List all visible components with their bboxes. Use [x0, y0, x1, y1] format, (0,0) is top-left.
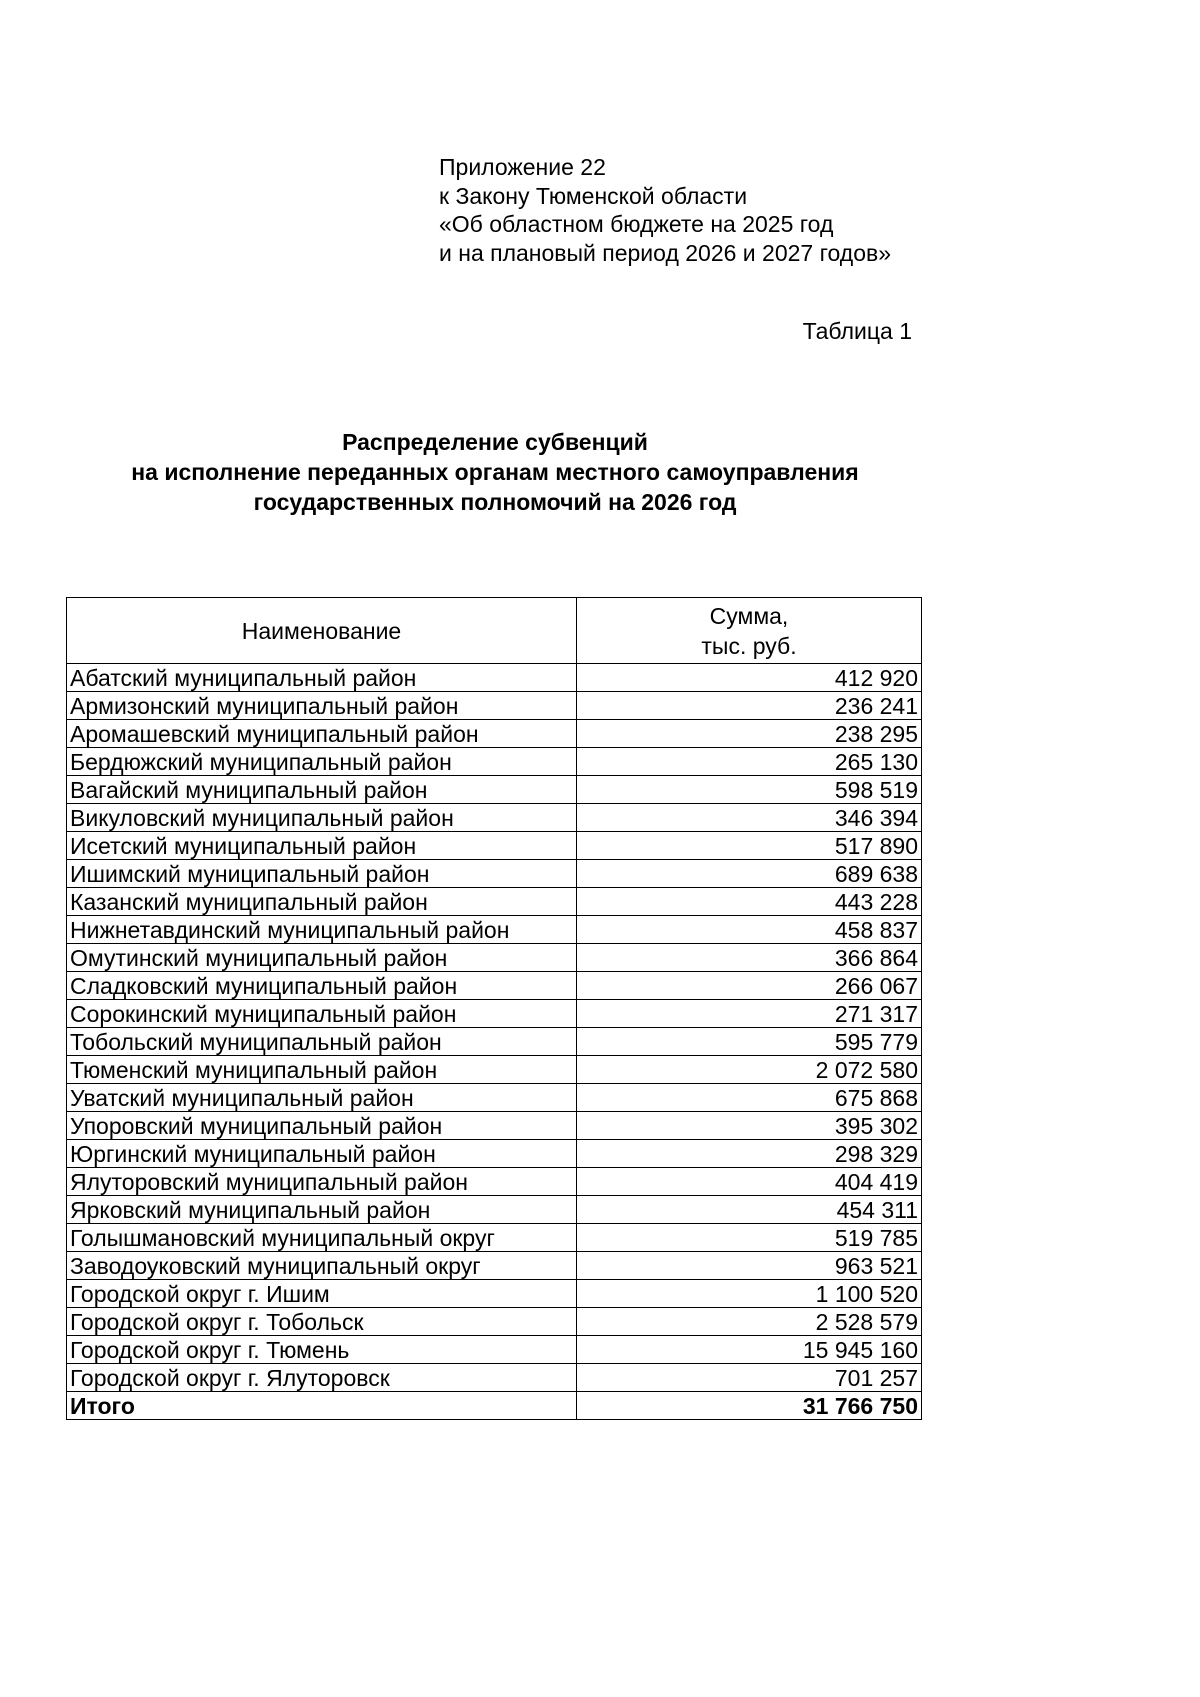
row-amount: 595 779 [577, 1028, 922, 1056]
row-amount: 598 519 [577, 776, 922, 804]
table-row [67, 1308, 922, 1336]
title-line: Распределение субвенций [342, 429, 648, 455]
row-amount: 519 785 [577, 1224, 922, 1252]
table-row [67, 944, 922, 972]
table-row [67, 1252, 922, 1280]
table-row [67, 692, 922, 720]
table-row [67, 1084, 922, 1112]
row-name: Заводоуковский муниципальный округ [67, 1252, 577, 1280]
row-name: Бердюжский муниципальный район [67, 748, 577, 776]
row-name: Казанский муниципальный район [67, 888, 577, 916]
total-amount: 31 766 750 [577, 1392, 922, 1420]
row-name: Вагайский муниципальный район [67, 776, 577, 804]
row-name: Исетский муниципальный район [67, 832, 577, 860]
row-name: Абатский муниципальный район [67, 664, 577, 692]
table-row [67, 804, 922, 832]
table-header-row [67, 598, 922, 664]
row-name: Ишимский муниципальный район [67, 860, 577, 888]
document-title [0, 427, 990, 517]
row-name: Голышмановский муниципальный округ [67, 1224, 577, 1252]
row-amount: 395 302 [577, 1112, 922, 1140]
row-amount: 2 072 580 [577, 1056, 922, 1084]
row-amount: 412 920 [577, 664, 922, 692]
row-amount: 454 311 [577, 1196, 922, 1224]
row-amount: 701 257 [577, 1364, 922, 1392]
table-row [67, 748, 922, 776]
row-name: Викуловский муниципальный район [67, 804, 577, 832]
row-amount: 675 868 [577, 1084, 922, 1112]
row-name: Нижнетавдинский муниципальный район [67, 916, 577, 944]
row-name: Ялуторовский муниципальный район [67, 1168, 577, 1196]
row-name: Упоровский муниципальный район [67, 1112, 577, 1140]
appendix-line: и на плановый период 2026 и 2027 годов» [439, 239, 891, 266]
row-name: Тюменский муниципальный район [67, 1056, 577, 1084]
title-line: государственных полномочий на 2026 год [253, 489, 737, 515]
table-row [67, 916, 922, 944]
appendix-line: к Закону Тюменской области [439, 182, 748, 209]
table-row [67, 1336, 922, 1364]
row-name: Сладковский муниципальный район [67, 972, 577, 1000]
table-body [67, 664, 922, 1420]
header-sum-line2: тыс. руб. [701, 632, 797, 659]
table-row [67, 1364, 922, 1392]
row-name: Городской округ г. Тюмень [67, 1336, 577, 1364]
row-amount: 366 864 [577, 944, 922, 972]
appendix-line: «Об областном бюджете на 2025 год [439, 211, 834, 237]
header-sum-line1: Сумма, [709, 602, 789, 629]
row-amount: 238 295 [577, 720, 922, 748]
row-name: Городской округ г. Тобольск [67, 1308, 577, 1336]
row-amount: 266 067 [577, 972, 922, 1000]
table-row [67, 1168, 922, 1196]
appendix-block [439, 153, 891, 267]
row-name: Омутинский муниципальный район [67, 944, 577, 972]
row-name: Городской округ г. Ялуторовск [67, 1364, 577, 1392]
row-name: Тобольский муниципальный район [67, 1028, 577, 1056]
table-row [67, 1224, 922, 1252]
row-amount: 298 329 [577, 1140, 922, 1168]
table-row [67, 776, 922, 804]
table-row [67, 720, 922, 748]
row-name: Ярковский муниципальный район [67, 1196, 577, 1224]
table-row [67, 1028, 922, 1056]
table-row [67, 1280, 922, 1308]
row-name: Городской округ г. Ишим [67, 1280, 577, 1308]
row-amount: 963 521 [577, 1252, 922, 1280]
total-label: Итого [67, 1392, 577, 1420]
table-row [67, 664, 922, 692]
table-row [67, 1112, 922, 1140]
row-name: Сорокинский муниципальный район [67, 1000, 577, 1028]
row-amount: 346 394 [577, 804, 922, 832]
row-name: Юргинский муниципальный район [67, 1140, 577, 1168]
table-row [67, 1056, 922, 1084]
title-line: на исполнение переданных органам местного самоуправления [131, 459, 859, 485]
row-amount: 15 945 160 [577, 1336, 922, 1364]
table-row [67, 832, 922, 860]
row-amount: 517 890 [577, 832, 922, 860]
row-amount: 1 100 520 [577, 1280, 922, 1308]
table-number: Таблица 1 [802, 318, 912, 344]
row-amount: 458 837 [577, 916, 922, 944]
table-row [67, 1196, 922, 1224]
row-amount: 2 528 579 [577, 1308, 922, 1336]
row-amount: 443 228 [577, 888, 922, 916]
row-name: Уватский муниципальный район [67, 1084, 577, 1112]
row-amount: 236 241 [577, 692, 922, 720]
header-name: Наименование [67, 598, 577, 664]
table-row [67, 888, 922, 916]
row-name: Аромашевский муниципальный район [67, 720, 577, 748]
total-row [67, 1392, 922, 1420]
row-amount: 265 130 [577, 748, 922, 776]
table-row [67, 1000, 922, 1028]
row-amount: 689 638 [577, 860, 922, 888]
table-row [67, 860, 922, 888]
table-row [67, 972, 922, 1000]
appendix-line: Приложение 22 [439, 154, 606, 180]
table-row [67, 1140, 922, 1168]
row-name: Армизонский муниципальный район [67, 692, 577, 720]
row-amount: 404 419 [577, 1168, 922, 1196]
distribution-table [66, 597, 922, 1420]
row-amount: 271 317 [577, 1000, 922, 1028]
header-sum [577, 598, 922, 664]
